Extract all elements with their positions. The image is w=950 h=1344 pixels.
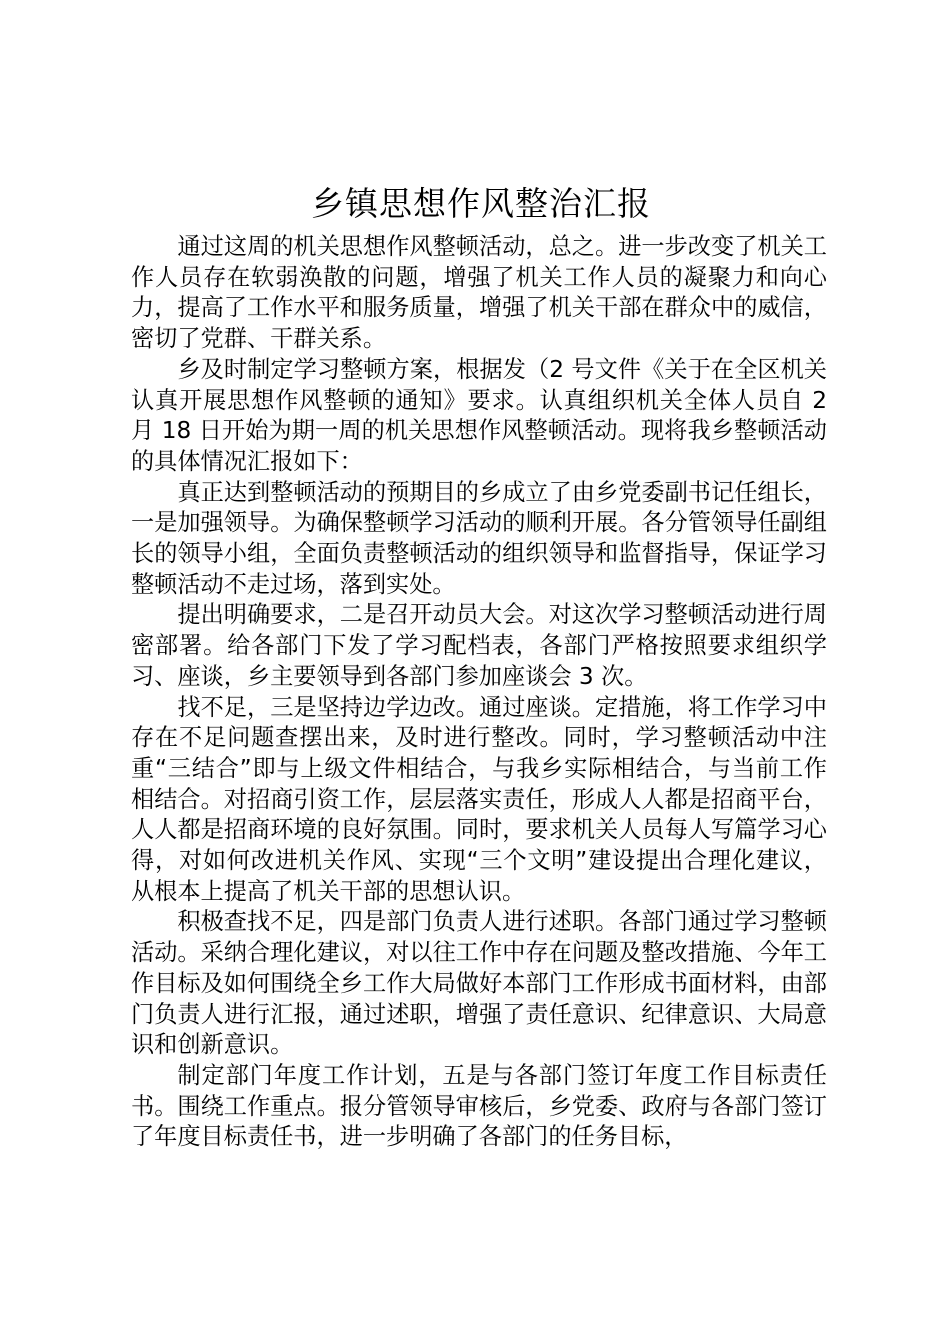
paragraph-rectification: 找不足，三是坚持边学边改。通过座谈。定措施，将工作学习中存在不足问题查摆出来，及时进行整改。同时，学习整顿活动中注重“三结合”即与上级文件相结合，与我乡实际相结合，与当前工作相结合。对招商引资工作，层层落实责任，形成人人都是招商平台，人人都是招商环境的良好氛围。同时，要求机关人员每人写篇学习心得，对如何改进机关作风、实现“三个文明”建设提出合理化建议，从根本上提高了机关干部的思想认识。 xyxy=(131,693,827,905)
paragraph-plan: 乡及时制定学习整顿方案，根据发（2 号文件《关于在全区机关认真开展思想作风整顿的通知》要求。认真组织机关全体人员自 2 月 18 日开始为期一周的机关思想作风整顿活动。现将我乡整顿活动的具体情况汇报如下： xyxy=(131,355,827,475)
paragraph-reporting: 积极查找不足，四是部门负责人进行述职。各部门通过学习整顿活动。采纳合理化建议，对以往工作中存在问题及整改措施、今年工作目标及如何围绕全乡工作大局做好本部门工作形成书面材料，由部门负责人进行汇报，通过述职，增强了责任意识、纪律意识、大局意识和创新意识。 xyxy=(131,908,827,1059)
paragraph-leadership: 真正达到整顿活动的预期目的乡成立了由乡党委副书记任组长，一是加强领导。为确保整顿学习活动的顺利开展。各分管领导任副组长的领导小组，全面负责整顿活动的组织领导和监督指导，保证学习整顿活动不走过场，落到实处。 xyxy=(131,478,827,598)
paragraph-summary: 通过这周的机关思想作风整顿活动，总之。进一步改变了机关工作人员存在软弱涣散的问题，增强了机关工作人员的凝聚力和向心力，提高了工作水平和服务质量，增强了机关干部在群众中的威信，密切了党群、干群关系。 xyxy=(131,233,827,353)
document-title: 乡镇思想作风整治汇报 xyxy=(311,184,651,223)
paragraph-responsibility: 制定部门年度工作计划，五是与各部门签订年度工作目标责任书。围绕工作重点。报分管领导审核后，乡党委、政府与各部门签订了年度目标责任书，进一步明确了各部门的任务目标， xyxy=(131,1061,827,1151)
document-body xyxy=(131,232,827,1153)
paragraph-mobilization: 提出明确要求，二是召开动员大会。对这次学习整顿活动进行周密部署。给各部门下发了学习配档表，各部门严格按照要求组织学习、座谈，乡主要领导到各部门参加座谈会 3 次。 xyxy=(131,601,827,690)
